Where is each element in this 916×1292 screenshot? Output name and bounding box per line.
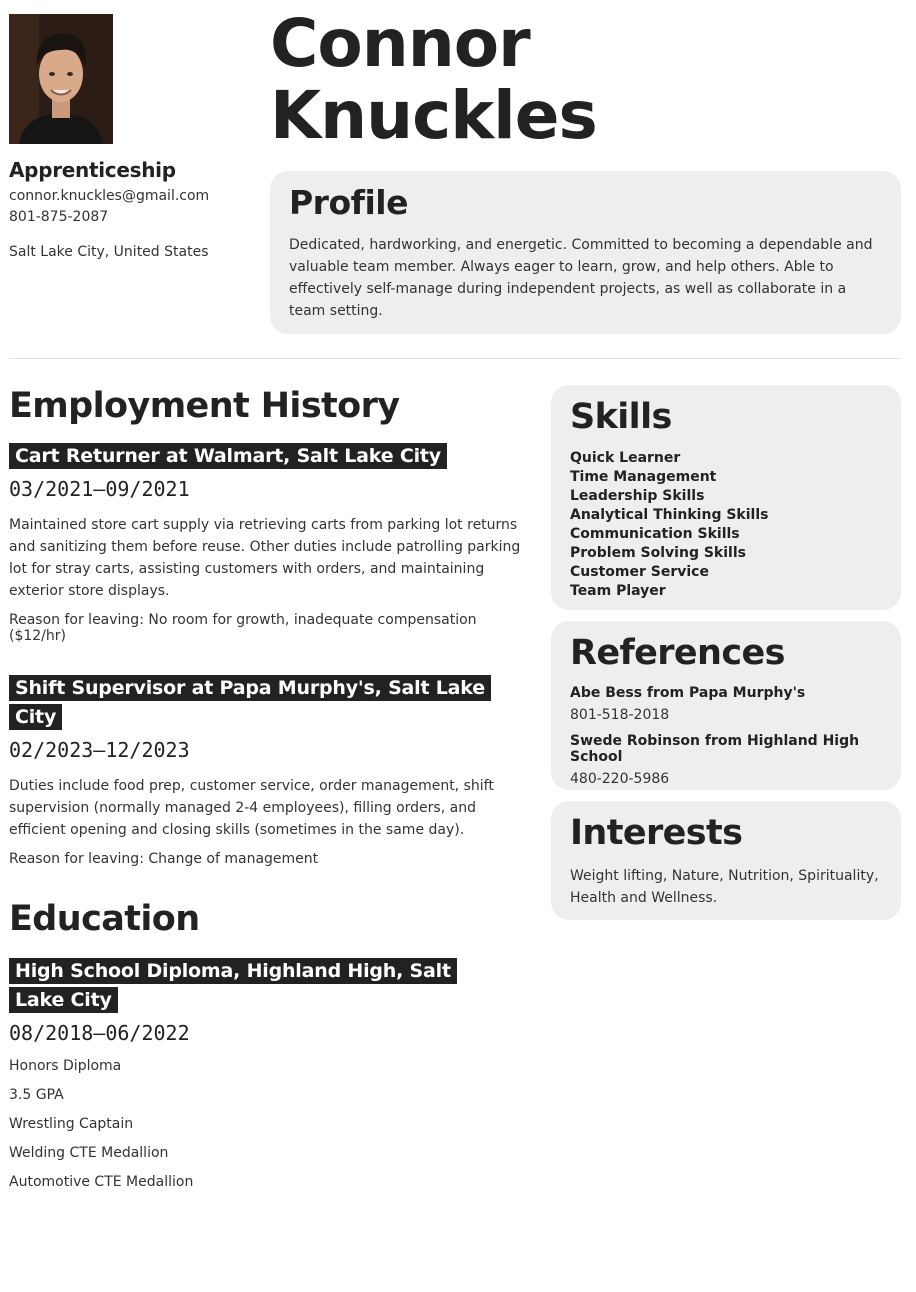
job-dates: 02/2023—12/2023 bbox=[9, 738, 190, 762]
profile-text: Dedicated, hardworking, and energetic. Committed to becoming a dependable and valuable team member. Always eager to learn, grow, and help others. Able to effectively self-manage during independent projects, as well as collaborate in a team setting. bbox=[289, 237, 873, 319]
education-list bbox=[9, 1058, 534, 1190]
interests-text: Weight lifting, Nature, Nutrition, Spirituality, Health and Wellness. bbox=[570, 868, 879, 906]
email-text: connor.knuckles@gmail.com bbox=[9, 188, 210, 204]
job-description: Duties include food prep, customer service, order management, shift supervision (normally managed 2-4 employees), filling orders, and efficient opening and closing skills (sometimes in the same day). bbox=[9, 778, 494, 838]
reference-entry bbox=[570, 685, 882, 723]
interests-card bbox=[551, 801, 901, 920]
reference-name: Swede Robinson from Highland High School bbox=[570, 733, 860, 765]
reference-name: Abe Bess from Papa Murphy's bbox=[570, 685, 806, 701]
skill-item: Leadership Skills bbox=[570, 488, 705, 504]
reference-entry bbox=[570, 733, 882, 787]
skill-item: Quick Learner bbox=[570, 450, 681, 466]
education-title: Education bbox=[9, 899, 200, 939]
reference-phone: 480-220-5986 bbox=[570, 771, 670, 787]
skill-item: Problem Solving Skills bbox=[570, 545, 746, 561]
job-title: Shift Supervisor at Papa Murphy's, Salt Lake City bbox=[9, 675, 491, 730]
job-reason: Reason for leaving: Change of management bbox=[9, 851, 319, 867]
skill-item: Analytical Thinking Skills bbox=[570, 507, 769, 523]
job-description: Maintained store cart supply via retrieving carts from parking lot returns and sanitizing them before reuse. Other duties include patrolling parking lot for stray carts, assisting customers with orders, and maintaining exterior store displays. bbox=[9, 517, 521, 599]
job-title: Cart Returner at Walmart, Salt Lake City bbox=[9, 443, 447, 469]
education-item: Welding CTE Medallion bbox=[9, 1145, 169, 1161]
portrait-image bbox=[9, 14, 113, 144]
skill-item: Time Management bbox=[570, 469, 717, 485]
main-column bbox=[9, 384, 534, 1190]
skills-list bbox=[570, 449, 882, 601]
candidate-name bbox=[270, 5, 597, 154]
interests-title: Interests bbox=[570, 813, 743, 853]
contact-block bbox=[9, 158, 259, 260]
degree-title: High School Diploma, Highland High, Salt Lake City bbox=[9, 958, 457, 1013]
profile-photo bbox=[9, 14, 113, 144]
education-item: 3.5 GPA bbox=[9, 1087, 64, 1103]
references-title: References bbox=[570, 633, 785, 673]
skill-item: Communication Skills bbox=[570, 526, 740, 542]
education-dates: 08/2018—06/2022 bbox=[9, 1021, 190, 1045]
section-divider bbox=[9, 358, 901, 359]
profile-title: Profile bbox=[289, 183, 408, 222]
job-entry bbox=[9, 674, 534, 867]
skills-card bbox=[551, 385, 901, 610]
profile-card bbox=[270, 171, 901, 334]
job-reason: Reason for leaving: No room for growth, inadequate compensation ($12/hr) bbox=[9, 612, 477, 644]
education-item: Automotive CTE Medallion bbox=[9, 1174, 194, 1190]
job-entry bbox=[9, 442, 534, 644]
references-card bbox=[551, 621, 901, 790]
education-item: Wrestling Captain bbox=[9, 1116, 134, 1132]
education-item: Honors Diploma bbox=[9, 1058, 122, 1074]
reference-phone: 801-518-2018 bbox=[570, 707, 670, 723]
name-last: Knuckles bbox=[270, 77, 597, 154]
name-first: Connor bbox=[270, 5, 530, 82]
skill-item: Team Player bbox=[570, 583, 666, 599]
skill-item: Customer Service bbox=[570, 564, 709, 580]
job-target: Apprenticeship bbox=[9, 158, 176, 182]
skills-title: Skills bbox=[570, 397, 672, 437]
job-dates: 03/2021—09/2021 bbox=[9, 477, 190, 501]
employment-title: Employment History bbox=[9, 386, 400, 426]
location-text: Salt Lake City, United States bbox=[9, 244, 209, 260]
phone-text: 801-875-2087 bbox=[9, 209, 109, 225]
